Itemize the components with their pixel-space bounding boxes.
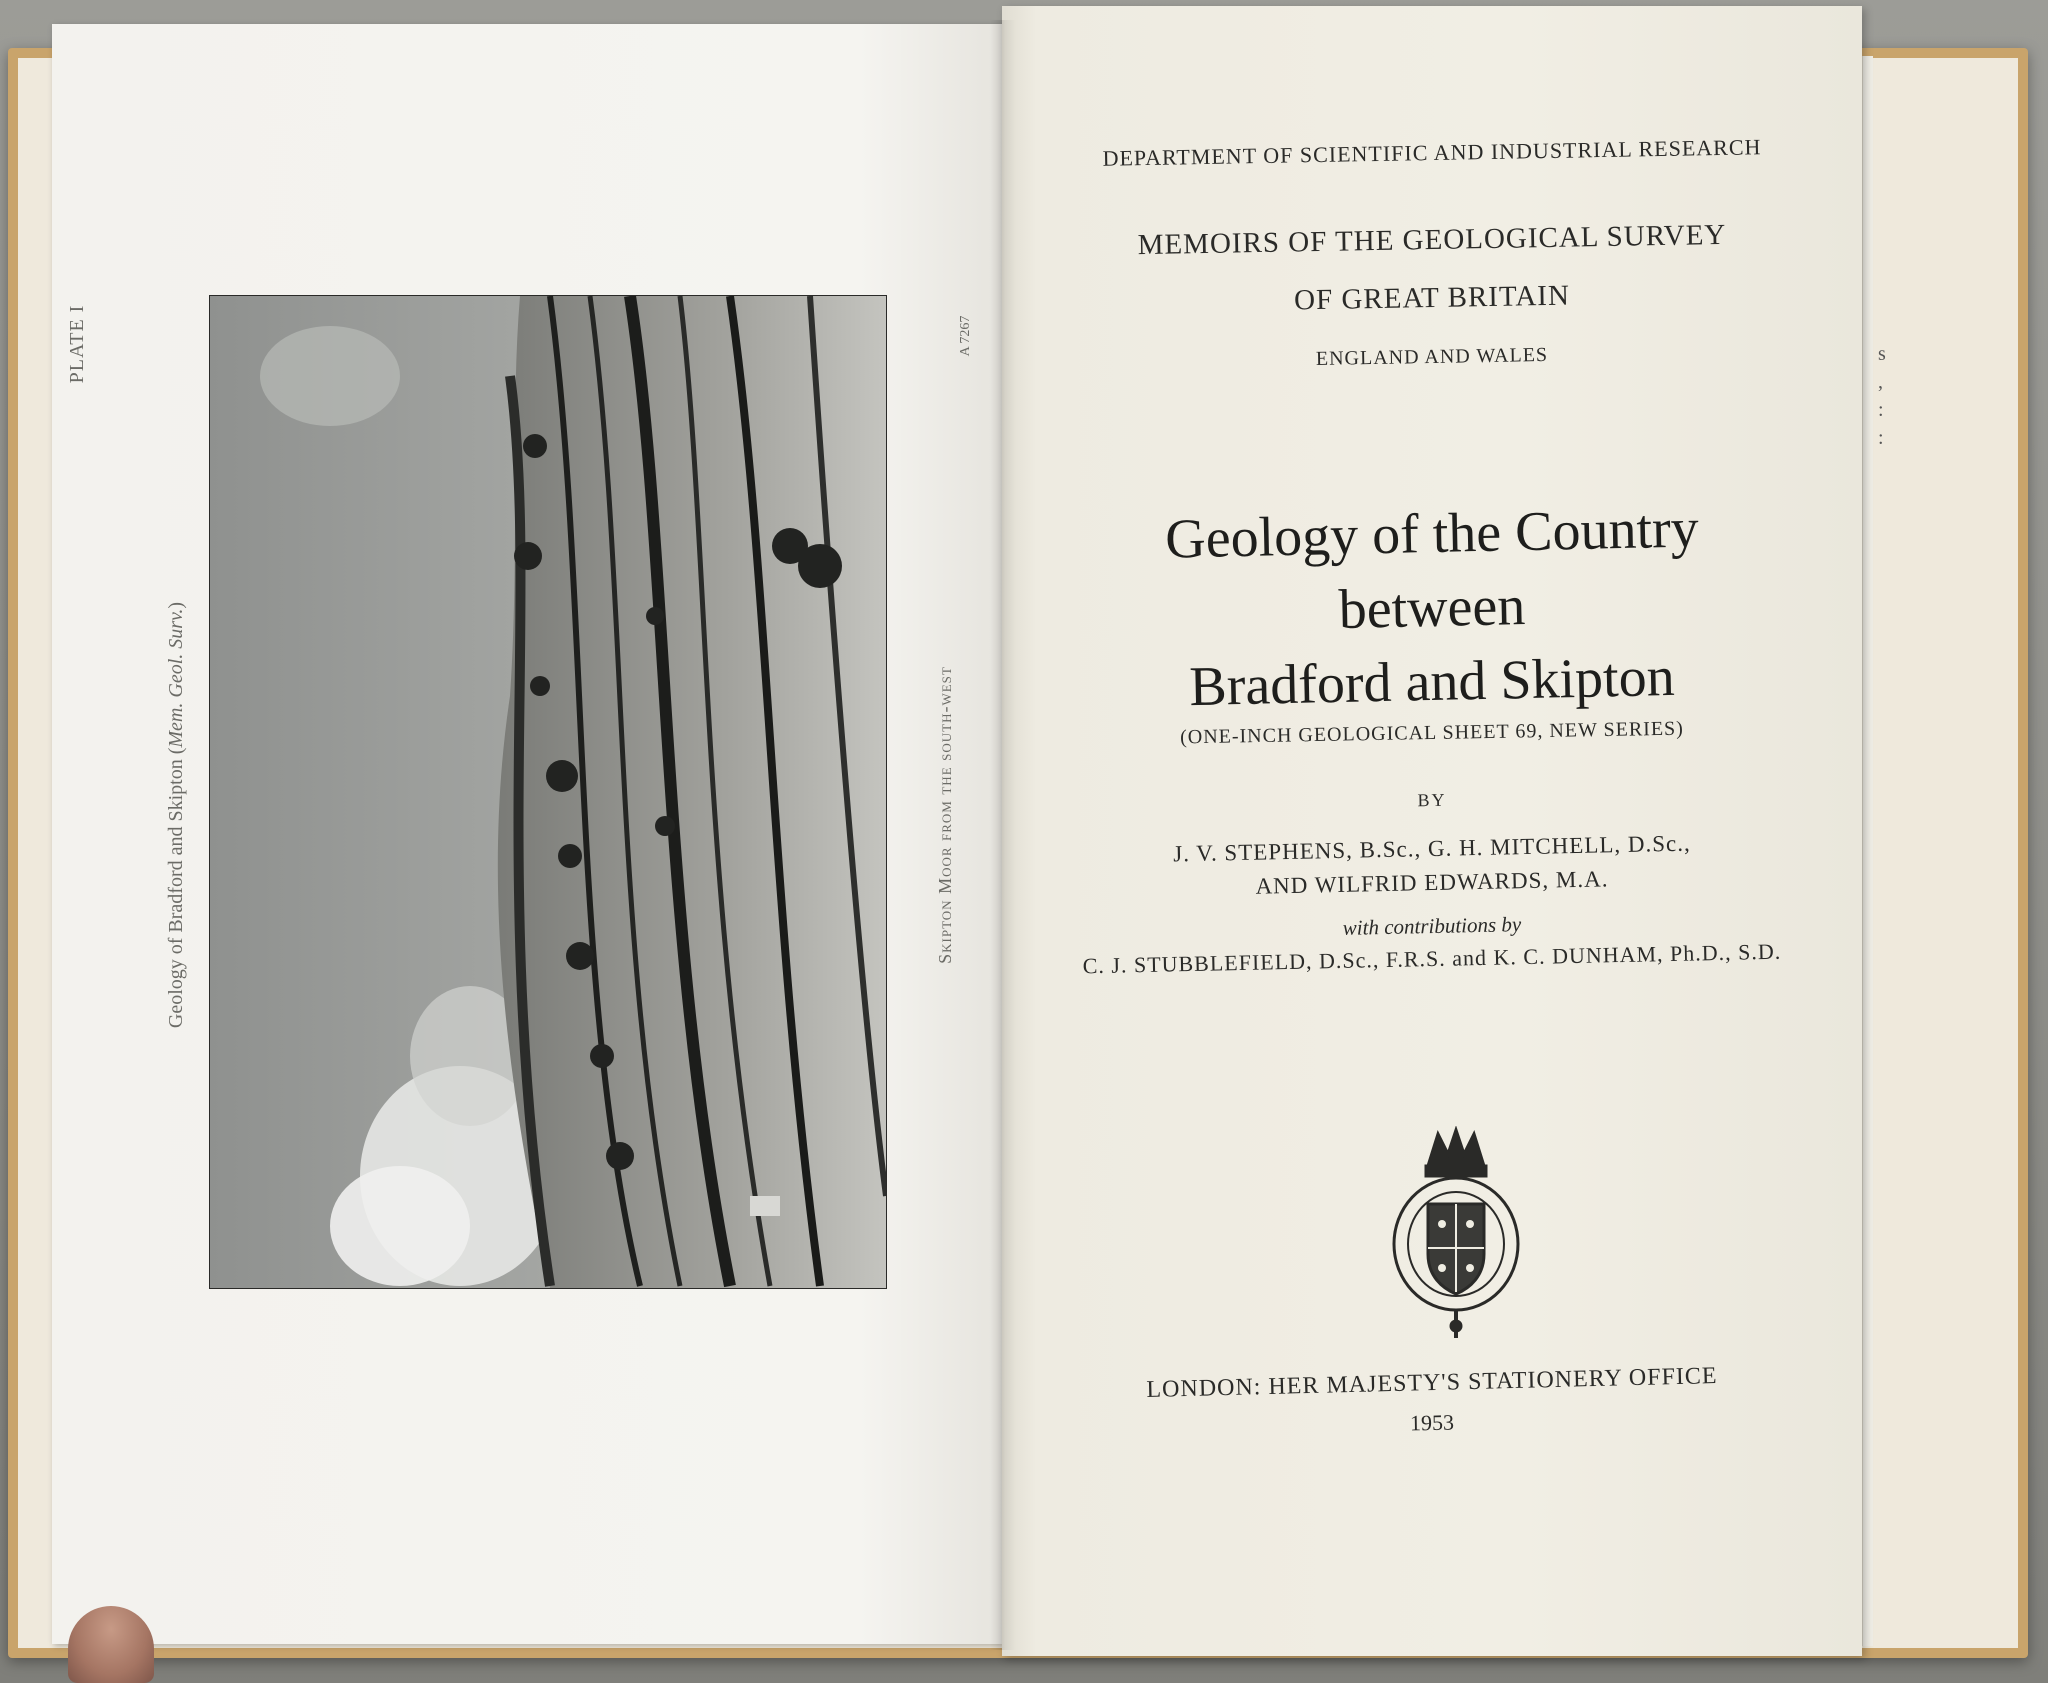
- series-title-line1: MEMOIRS OF THE GEOLOGICAL SURVEY: [1137, 218, 1727, 262]
- series-title-line2: OF GREAT BRITAIN: [1293, 279, 1571, 317]
- publication-year: 1953: [1409, 1409, 1455, 1436]
- sheet-subtitle: (ONE-INCH GEOLOGICAL SHEET 69, NEW SERIES): [1179, 717, 1685, 749]
- plate-number: PLATE I: [66, 304, 88, 384]
- plate-book-title-italic: Mem. Geol. Surv.: [165, 608, 187, 748]
- department-heading: DEPARTMENT OF SCIENTIFIC AND INDUSTRIAL RESEARCH: [1102, 134, 1762, 171]
- photo-reference: A 7267: [958, 315, 973, 357]
- by-label: BY: [1417, 789, 1447, 811]
- contributions-label: with contributions by: [1342, 912, 1522, 940]
- plate-book-title-prefix: Geology of Bradford and Skipton (: [165, 747, 187, 1029]
- authors-line2: AND WILFRID EDWARDS, M.A.: [1255, 866, 1609, 899]
- contributors: C. J. STUBBLEFIELD, D.Sc., F.R.S. and K. C. DUNHAM, Ph.D., S.D.: [1082, 938, 1782, 979]
- book-title-line3: Bradford and Skipton: [1188, 645, 1676, 719]
- photo-caption: Skipton Moor from the south-west: [935, 666, 955, 964]
- landscape-photograph: [210, 296, 886, 1288]
- book-title-line1: Geology of the Country: [1164, 497, 1700, 571]
- plate-book-title-suffix: ): [165, 601, 187, 609]
- authors-line1: J. V. STEPHENS, B.Sc., G. H. MITCHELL, D.Sc.,: [1172, 830, 1691, 867]
- landscape-photo-illustration: [210, 296, 886, 1288]
- book-title-line2: between: [1338, 575, 1526, 641]
- region-label: ENGLAND AND WALES: [1315, 343, 1549, 371]
- plate-book-title: [165, 375, 195, 1255]
- underlying-page-edge: [1862, 56, 1873, 1646]
- royal-coat-of-arms-icon: [1388, 1126, 1524, 1340]
- publisher: LONDON: HER MAJESTY'S STATIONERY OFFICE: [1146, 1363, 1718, 1403]
- underlying-page-marks: s , : :: [1878, 343, 1886, 449]
- reader-thumb: [68, 1606, 154, 1683]
